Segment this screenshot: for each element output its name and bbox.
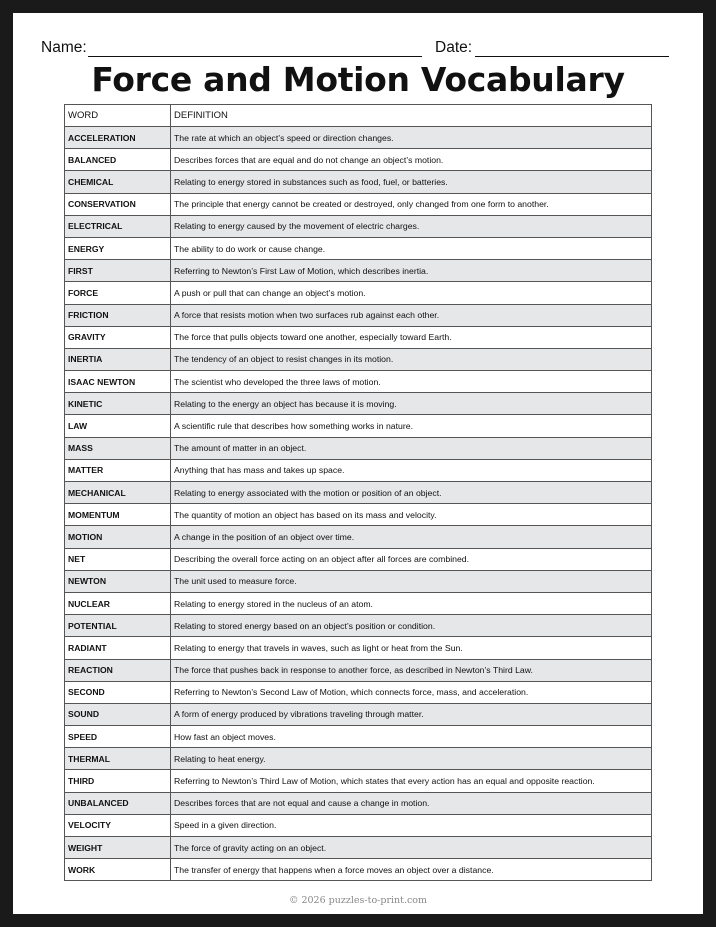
vocab-definition: A scientific rule that describes how something works in nature. [171,415,652,437]
vocab-word: GRAVITY [65,326,171,348]
name-label: Name: [41,39,87,56]
vocab-word: LAW [65,415,171,437]
vocab-definition: Describes forces that are not equal and cause a change in motion. [171,792,652,814]
table-row [65,548,652,570]
table-row [65,149,652,171]
vocab-word: NEWTON [65,570,171,592]
vocab-definition: The amount of matter in an object. [171,437,652,459]
vocab-word: SPEED [65,726,171,748]
table-row [65,681,652,703]
vocab-definition: Anything that has mass and takes up space. [171,459,652,481]
vocab-word: MOMENTUM [65,504,171,526]
date-label: Date: [435,39,473,56]
vocab-word: FRICTION [65,304,171,326]
vocab-word: NET [65,548,171,570]
table-row [65,592,652,614]
vocab-definition: Referring to Newton’s Third Law of Motion, which states that every action has an equal and opposite reaction. [171,770,652,792]
vocab-definition: Describes forces that are equal and do not change an object’s motion. [171,149,652,171]
vocab-word: REACTION [65,659,171,681]
vocab-definition: The tendency of an object to resist changes in its motion. [171,348,652,370]
vocab-word: SOUND [65,703,171,725]
vocab-word: INERTIA [65,348,171,370]
vocab-word: MECHANICAL [65,482,171,504]
vocab-definition: The rate at which an object’s speed or direction changes. [171,127,652,149]
vocab-word: ENERGY [65,237,171,259]
worksheet-page [13,13,703,914]
vocab-word: KINETIC [65,393,171,415]
vocab-definition: The ability to do work or cause change. [171,237,652,259]
vocab-word: WEIGHT [65,837,171,859]
vocab-word: RADIANT [65,637,171,659]
vocab-definition: Referring to Newton’s First Law of Motion, which describes inertia. [171,260,652,282]
table-row [65,814,652,836]
vocab-definition: Relating to energy associated with the motion or position of an object. [171,482,652,504]
table-row [65,615,652,637]
table-row [65,526,652,548]
vocab-definition: The force of gravity acting on an object. [171,837,652,859]
table-row [65,748,652,770]
vocab-definition: Relating to stored energy based on an object’s position or condition. [171,615,652,637]
vocab-definition: Relating to energy caused by the movement of electric charges. [171,215,652,237]
table-row [65,504,652,526]
vocab-definition: Relating to energy stored in the nucleus of an atom. [171,592,652,614]
vocab-word: MOTION [65,526,171,548]
vocab-word: THIRD [65,770,171,792]
table-row [65,326,652,348]
vocab-definition: The quantity of motion an object has based on its mass and velocity. [171,504,652,526]
vocab-definition: Relating to energy stored in substances such as food, fuel, or batteries. [171,171,652,193]
table-row [65,348,652,370]
table-row [65,371,652,393]
vocab-word: ISAAC NEWTON [65,371,171,393]
table-row [65,171,652,193]
vocab-word: SECOND [65,681,171,703]
table-row [65,637,652,659]
vocab-definition: A force that resists motion when two surfaces rub against each other. [171,304,652,326]
vocab-definition: A push or pull that can change an object’s motion. [171,282,652,304]
vocab-definition: Relating to energy that travels in waves, such as light or heat from the Sun. [171,637,652,659]
table-row [65,193,652,215]
vocab-word: THERMAL [65,748,171,770]
table-row [65,837,652,859]
table-row [65,127,652,149]
name-date-header [41,39,681,61]
vocabulary-rows [65,127,652,881]
vocab-word: FIRST [65,260,171,282]
table-row [65,792,652,814]
vocab-word: NUCLEAR [65,592,171,614]
vocab-definition: Referring to Newton’s Second Law of Motion, which connects force, mass, and acceleration. [171,681,652,703]
table-row [65,260,652,282]
vocab-word: ACCELERATION [65,127,171,149]
vocab-word: VELOCITY [65,814,171,836]
vocab-word: WORK [65,859,171,881]
table-row [65,659,652,681]
vocab-definition: The unit used to measure force. [171,570,652,592]
vocabulary-table [64,104,652,881]
copyright-footer: © 2026 puzzles-to-print.com [288,895,428,906]
vocab-definition: The force that pulls objects toward one another, especially toward Earth. [171,326,652,348]
vocab-definition: How fast an object moves. [171,726,652,748]
date-blank-line[interactable] [475,56,669,57]
table-row [65,282,652,304]
vocab-word: MATTER [65,459,171,481]
vocab-definition: Describing the overall force acting on an object after all forces are combined. [171,548,652,570]
vocab-definition: The transfer of energy that happens when a force moves an object over a distance. [171,859,652,881]
vocab-word: FORCE [65,282,171,304]
table-row [65,726,652,748]
vocab-definition: The principle that energy cannot be created or destroyed, only changed from one form to another. [171,193,652,215]
vocab-definition: Speed in a given direction. [171,814,652,836]
table-row [65,304,652,326]
vocab-definition: The scientist who developed the three laws of motion. [171,371,652,393]
vocab-word: POTENTIAL [65,615,171,637]
table-row [65,482,652,504]
vocab-word: ELECTRICAL [65,215,171,237]
table-row [65,570,652,592]
table-row [65,237,652,259]
table-row [65,459,652,481]
table-header-row [65,105,652,127]
vocab-word: CHEMICAL [65,171,171,193]
table-row [65,415,652,437]
vocab-definition: The force that pushes back in response to another force, as described in Newton’s Third Law. [171,659,652,681]
vocab-definition: Relating to heat energy. [171,748,652,770]
table-row [65,437,652,459]
table-row [65,703,652,725]
table-row [65,770,652,792]
vocab-definition: A form of energy produced by vibrations traveling through matter. [171,703,652,725]
table-row [65,215,652,237]
vocab-definition: Relating to the energy an object has because it is moving. [171,393,652,415]
vocab-definition: A change in the position of an object over time. [171,526,652,548]
vocab-word: CONSERVATION [65,193,171,215]
vocab-word: UNBALANCED [65,792,171,814]
table-row [65,393,652,415]
table-row [65,859,652,881]
vocab-word: MASS [65,437,171,459]
vocab-word: BALANCED [65,149,171,171]
page-title: Force and Motion Vocabulary [91,60,625,99]
name-blank-line[interactable] [88,56,422,57]
definition-column-header: DEFINITION [171,105,652,127]
word-column-header: WORD [65,105,171,127]
